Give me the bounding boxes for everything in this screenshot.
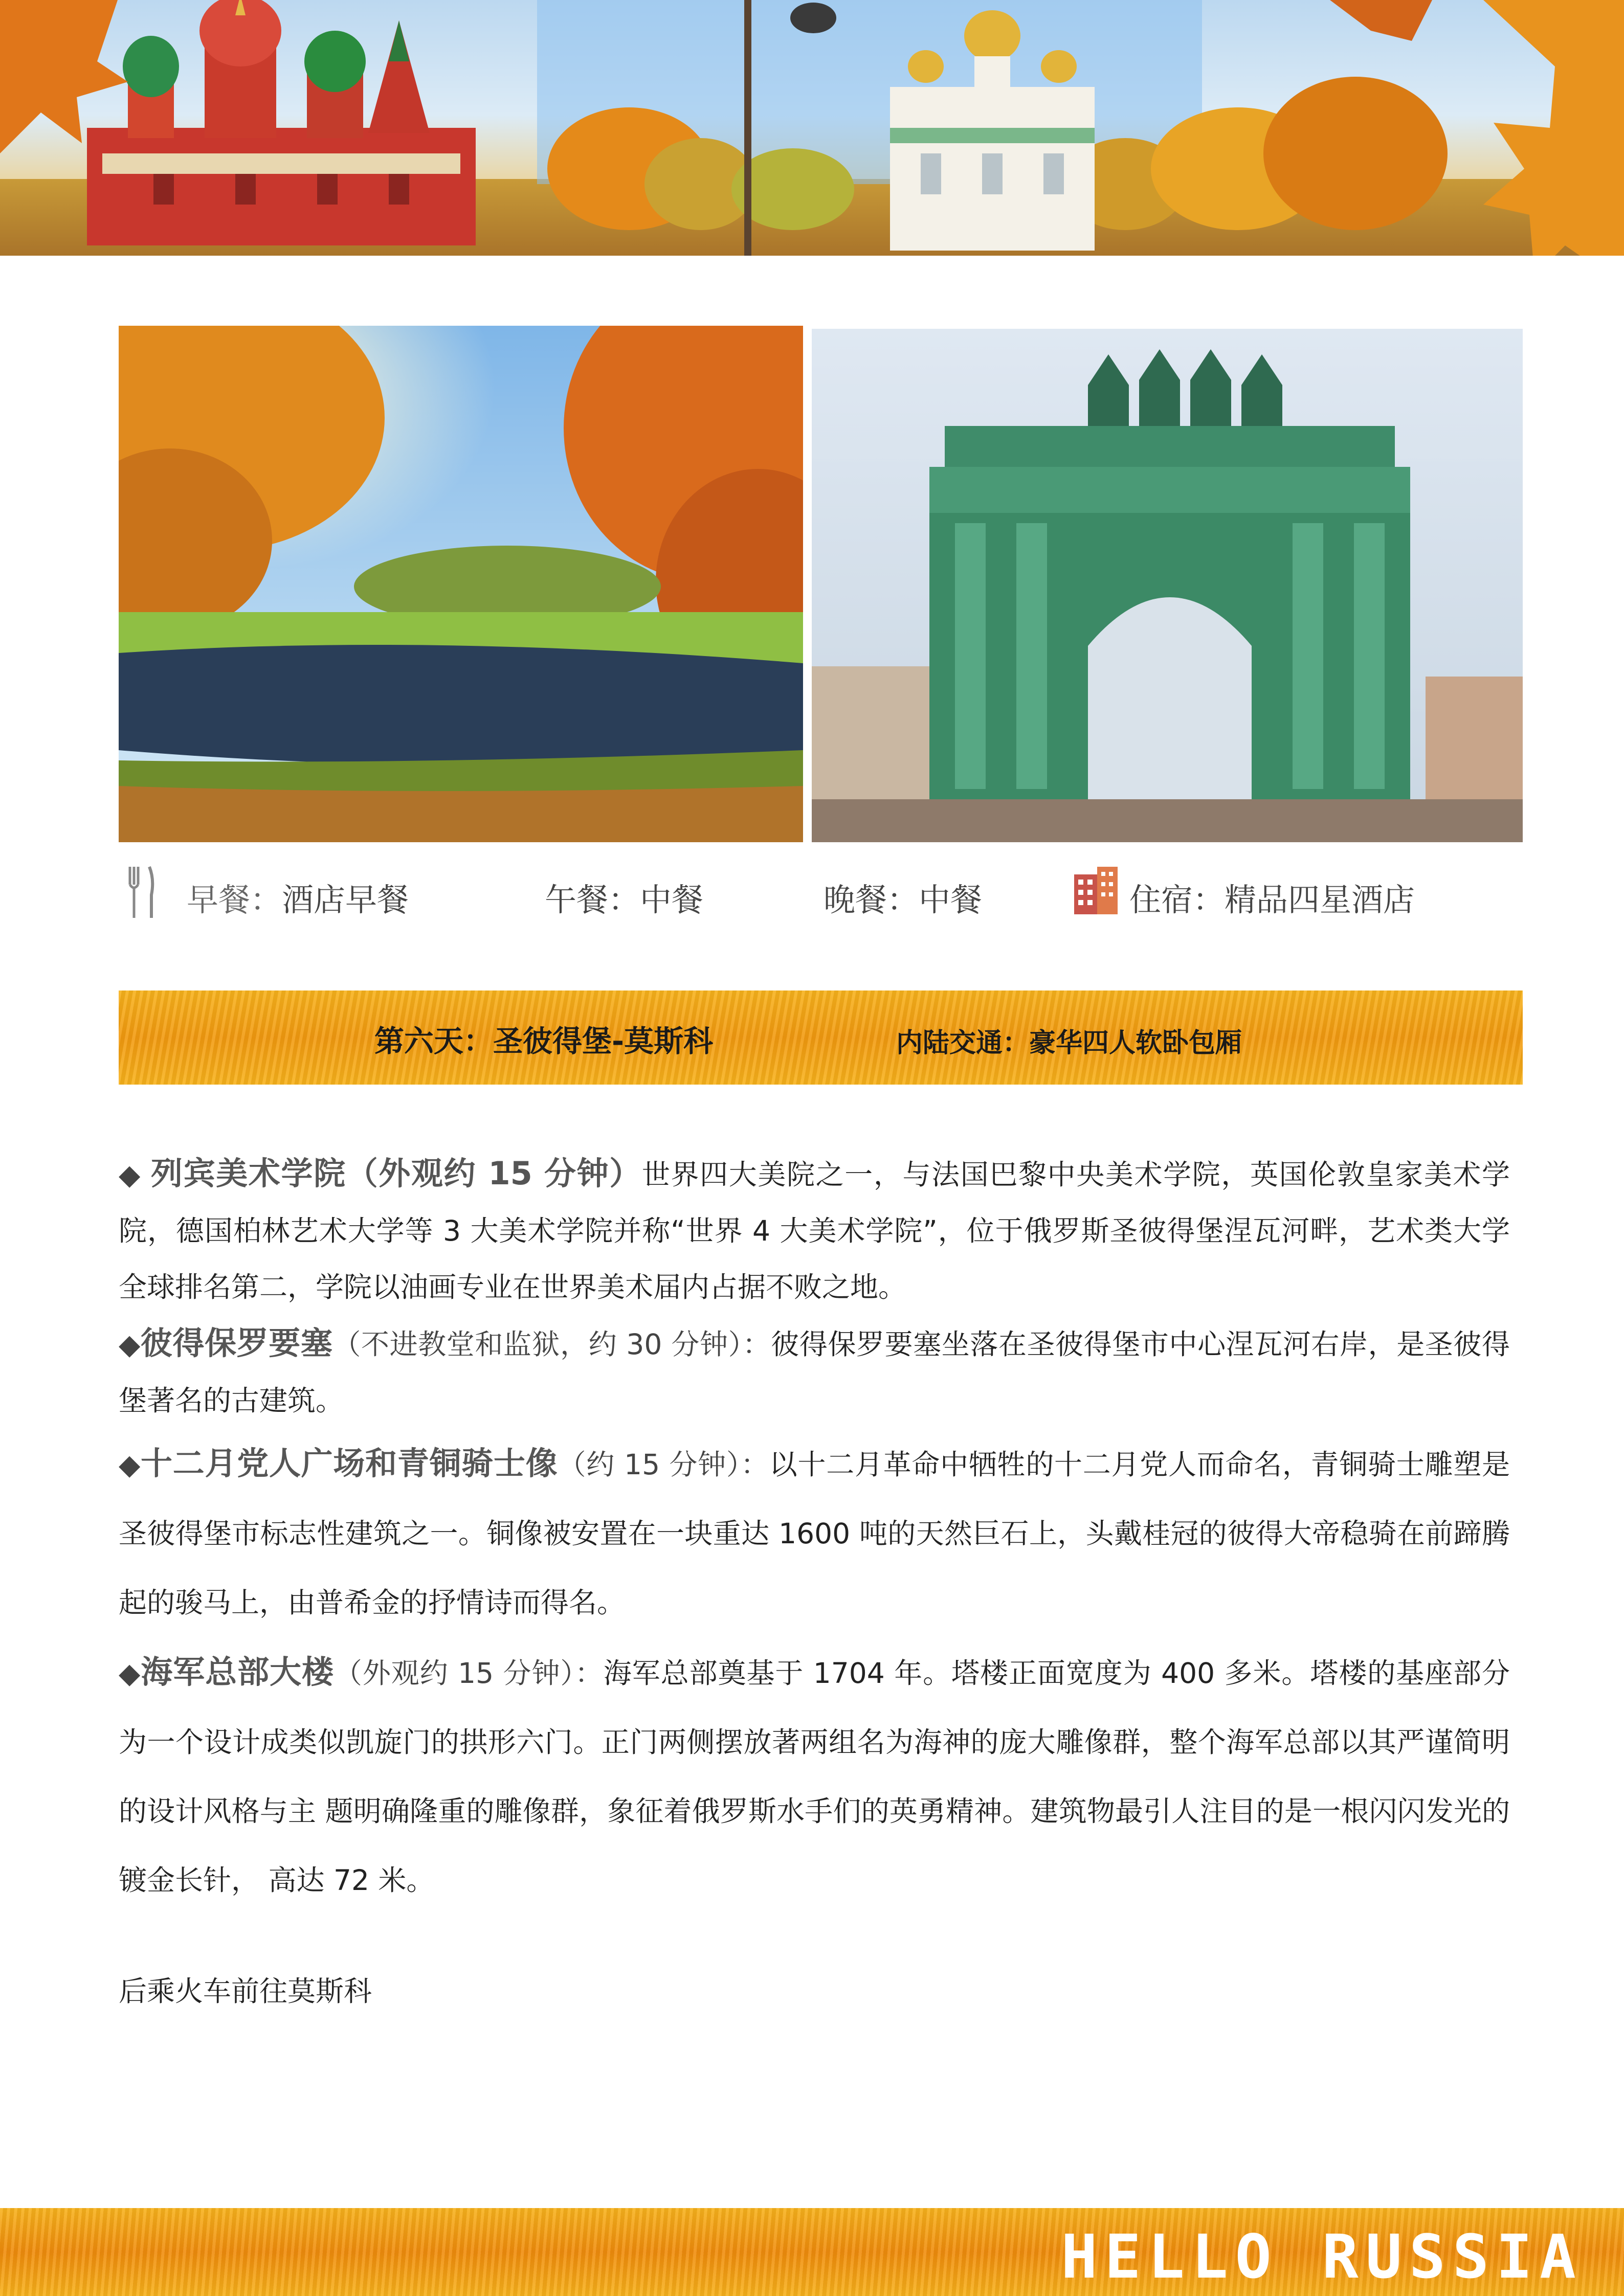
hotel-icon [1069,864,1125,915]
item-text: 彼得保罗要塞坐落在圣彼得堡市中心涅瓦河右岸，是圣彼得堡著名的古建筑。 [119,1328,1510,1417]
bottom-bar [0,2208,1624,2296]
banner-illustration [0,0,1624,256]
breakfast-label: 早餐： [187,881,282,918]
item-text: 海军总部奠基于 1704 年。塔楼正面宽度为 400 多米。塔楼的基座部分为一个设计成类似凯旋门的拱形六门。正门两侧摆放著两组名为海神的庞大雕像群，整个海军总部以其严谨简明的设计风格与主 题明确隆重的雕像群，象征着俄罗斯水手们的英勇精神。建筑物最引人注目的是一根闪闪发光的镀金长针， 高达 72 米。 [119,1657,1510,1897]
day-title: 第六天：圣彼得堡-莫斯科 [374,1024,714,1059]
autumn-lake-photo [119,326,803,842]
triumphal-arch-image [812,329,1523,842]
lunch-info: 午餐：中餐 [545,881,704,918]
item-title: 十二月党人广场和青铜骑士像 [141,1445,558,1482]
breakfast-info [187,874,409,920]
diamond-bullet-icon: ◆ [119,1448,141,1481]
list-item [119,1429,1510,1637]
fork-knife-icon [123,864,159,920]
breakfast-value: 酒店早餐 [282,881,409,918]
item-note: （不进教堂和监狱，约 30 分钟）： [332,1328,771,1361]
diamond-bullet-icon: ◆ [119,1158,151,1191]
item-title: 列宾美术学院（外观约 15 分钟） [151,1155,642,1192]
diamond-bullet-icon: ◆ [119,1657,141,1690]
departure-note: 后乘火车前往莫斯科 [119,1975,372,2008]
st-basil-cathedral [87,0,476,245]
lodging-info: 住宿：精品四星酒店 [1129,881,1415,918]
item-title: 彼得保罗要塞 [140,1324,333,1362]
diamond-bullet-icon: ◆ [119,1328,141,1361]
list-item [119,1145,1510,1315]
brand-text: HELLO RUSSIA [1061,2221,1583,2292]
item-note: （约 15 分钟）： [558,1448,769,1481]
day-header-bar [119,991,1523,1085]
item-note: （外观约 15 分钟）： [333,1657,604,1690]
triumphal-arch-photo [812,329,1523,842]
list-item [119,1315,1510,1429]
item-text: 世界四大美院之一，与法国巴黎中央美术学院，英国伦敦皇家美术学院，德国柏林艺术大学等 3 大美术学院并称“世界 4 大美术学院”，位于俄罗斯圣彼得堡涅瓦河畔，艺术类大学全球排名第二，学院以油画专业在世界美术届内占据不败之地。 [119,1158,1510,1303]
item-title: 海军总部大楼 [141,1653,334,1691]
itinerary-content [119,1145,1510,1915]
list-item [119,1637,1510,1915]
item-text: 以十二月革命中牺牲的十二月党人而命名，青铜骑士雕塑是圣彼得堡市标志性建筑之一。铜像被安置在一块重达 1600 吨的天然巨石上，头戴桂冠的彼得大帝稳骑在前蹄腾起的骏马上，由普希金的抒情诗而得名。 [119,1448,1510,1619]
top-banner [0,0,1624,256]
meals-row [0,864,1624,920]
autumn-lake-image [119,326,803,842]
transport-info: 内陆交通：豪华四人软卧包厢 [896,1028,1242,1059]
dinner-info: 晚餐：中餐 [824,881,983,918]
